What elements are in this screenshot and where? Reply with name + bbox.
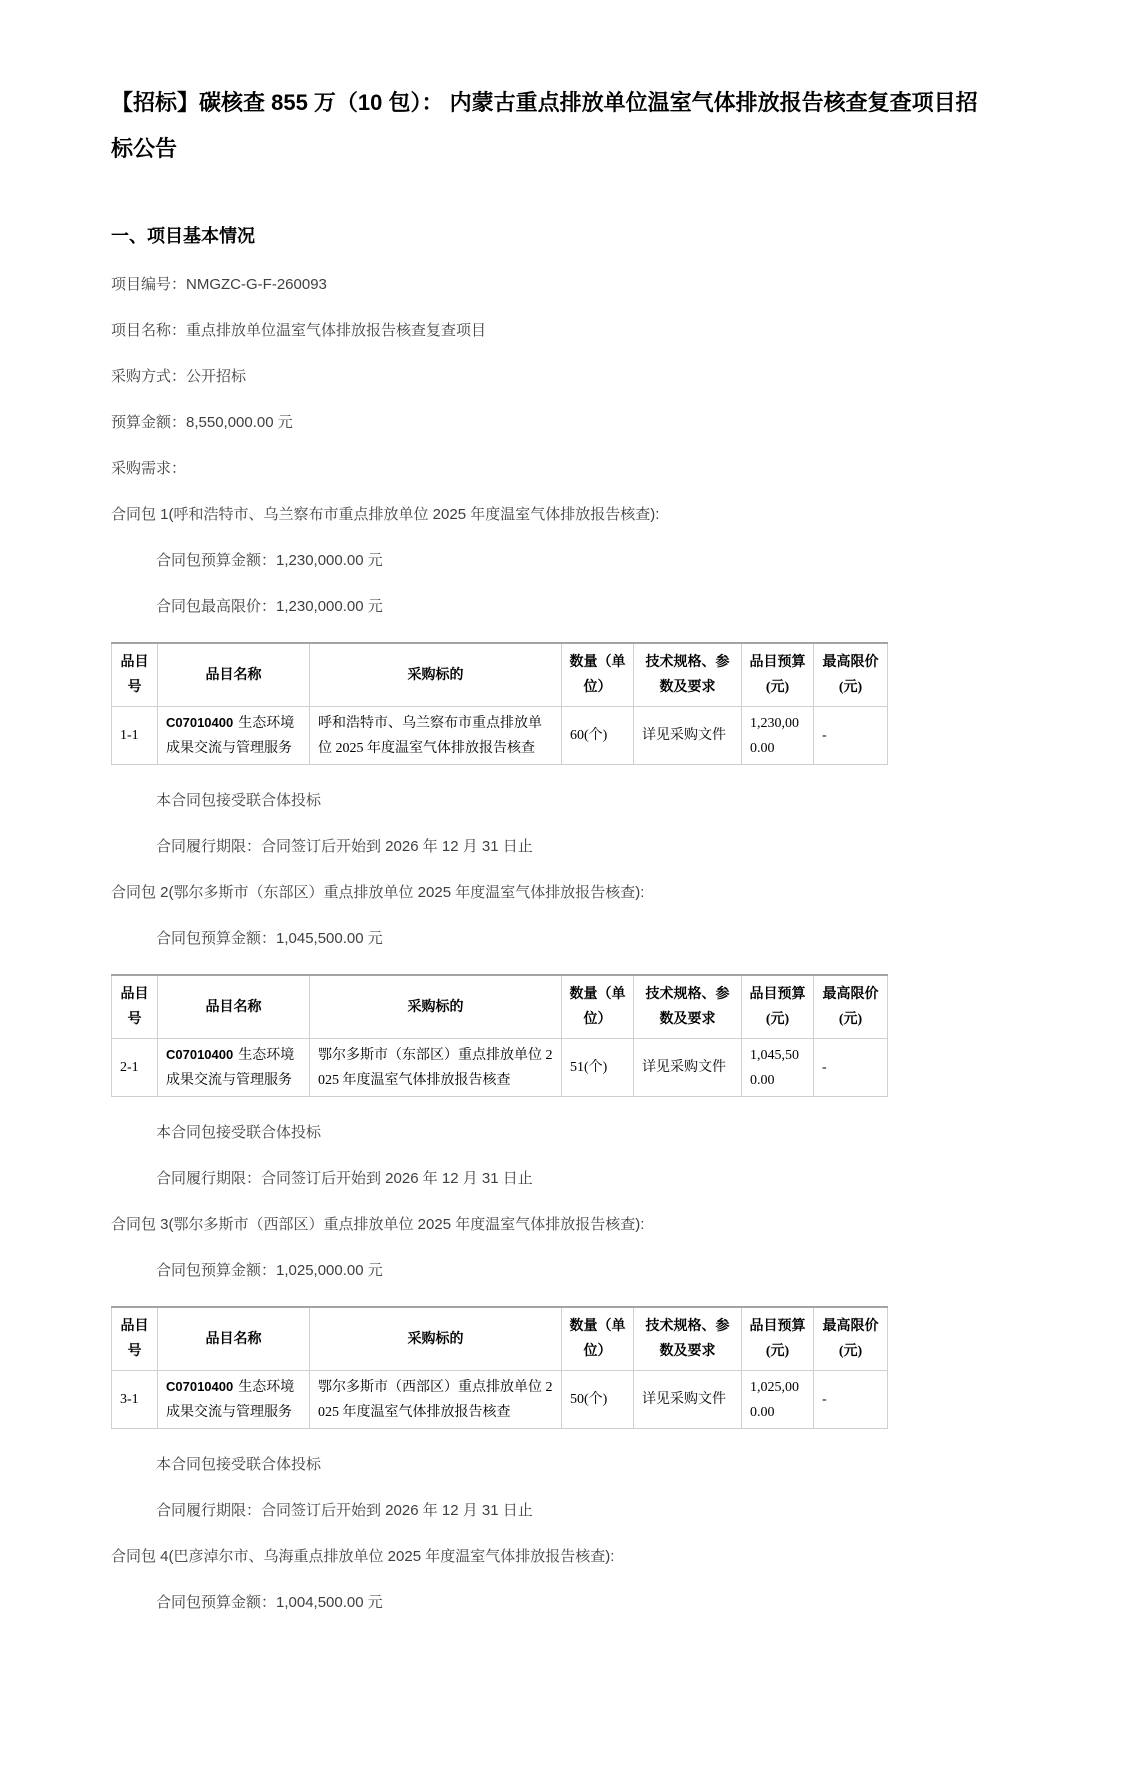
cell-max-price: - bbox=[814, 707, 888, 765]
col-header-target: 采购标的 bbox=[310, 975, 562, 1039]
field-value: 合同签订后开始到 2026 年 12 月 31 日止 bbox=[261, 1170, 533, 1187]
cell-max-price: - bbox=[814, 1371, 888, 1429]
col-header-item-name: 品目名称 bbox=[158, 975, 310, 1039]
package-2-budget bbox=[111, 928, 1011, 949]
item-row bbox=[112, 707, 888, 765]
cell-budget: 1,230,000.00 bbox=[742, 707, 814, 765]
field-label: 合同履行期限： bbox=[156, 838, 262, 855]
field-label: 采购需求： bbox=[111, 460, 187, 477]
cell-quantity: 51(个) bbox=[562, 1039, 634, 1097]
col-header-quantity: 数量（单位） bbox=[562, 975, 634, 1039]
package-1-items-table bbox=[111, 642, 888, 765]
col-header-quantity: 数量（单位） bbox=[562, 643, 634, 707]
cell-spec: 详见采购文件 bbox=[634, 1371, 742, 1429]
package-3-items-table bbox=[111, 1306, 888, 1429]
col-header-max-price: 最高限价(元) bbox=[814, 643, 888, 707]
table-header-row bbox=[112, 1307, 888, 1371]
field-value: NMGZC-G-F-260093 bbox=[186, 276, 327, 293]
field-procurement-method bbox=[111, 366, 1011, 387]
cell-item-name bbox=[158, 1039, 310, 1097]
package-1-heading: 合同包 1(呼和浩特市、乌兰察布市重点排放单位 2025 年度温室气体排放报告核查): bbox=[111, 506, 660, 523]
field-project-number bbox=[111, 274, 1011, 295]
field-label: 合同履行期限： bbox=[156, 1170, 262, 1187]
package-1-contract-term bbox=[111, 836, 1011, 857]
field-budget-amount bbox=[111, 412, 1011, 433]
field-value: 1,025,000.00 元 bbox=[276, 1262, 383, 1279]
col-header-item-no: 品目号 bbox=[112, 975, 158, 1039]
col-header-quantity: 数量（单位） bbox=[562, 1307, 634, 1371]
col-header-budget: 品目预算(元) bbox=[742, 1307, 814, 1371]
item-code: C07010400 bbox=[166, 715, 234, 730]
package-2-joint-bid-note: 本合同包接受联合体投标 bbox=[156, 1124, 322, 1141]
package-4-budget bbox=[111, 1592, 1011, 1613]
field-label: 合同包最高限价： bbox=[156, 598, 277, 615]
cell-item-no: 3-1 bbox=[112, 1371, 158, 1429]
field-value: 合同签订后开始到 2026 年 12 月 31 日止 bbox=[261, 838, 533, 855]
table-header-row bbox=[112, 643, 888, 707]
cell-item-no: 2-1 bbox=[112, 1039, 158, 1097]
field-label: 项目编号： bbox=[111, 276, 187, 293]
col-header-item-name: 品目名称 bbox=[158, 1307, 310, 1371]
section-heading-basic-info: 一、项目基本情况 bbox=[111, 226, 255, 246]
cell-spec: 详见采购文件 bbox=[634, 707, 742, 765]
cell-item-name bbox=[158, 707, 310, 765]
cell-quantity: 60(个) bbox=[562, 707, 634, 765]
col-header-item-name: 品目名称 bbox=[158, 643, 310, 707]
field-value: 重点排放单位温室气体排放报告核查复查项目 bbox=[186, 322, 487, 339]
cell-spec: 详见采购文件 bbox=[634, 1039, 742, 1097]
cell-target: 鄂尔多斯市（西部区）重点排放单位 2025 年度温室气体排放报告核查 bbox=[310, 1371, 562, 1429]
package-3-contract-term bbox=[111, 1500, 1011, 1521]
cell-budget: 1,045,500.00 bbox=[742, 1039, 814, 1097]
cell-max-price: - bbox=[814, 1039, 888, 1097]
cell-target: 鄂尔多斯市（东部区）重点排放单位 2025 年度温室气体排放报告核查 bbox=[310, 1039, 562, 1097]
item-row bbox=[112, 1371, 888, 1429]
col-header-item-no: 品目号 bbox=[112, 643, 158, 707]
package-2-heading: 合同包 2(鄂尔多斯市（东部区）重点排放单位 2025 年度温室气体排放报告核查): bbox=[111, 884, 645, 901]
tender-announcement-document bbox=[111, 0, 1011, 1778]
field-label: 合同包预算金额： bbox=[156, 552, 277, 569]
field-value: 合同签订后开始到 2026 年 12 月 31 日止 bbox=[261, 1502, 533, 1519]
package-1-joint-bid-note: 本合同包接受联合体投标 bbox=[156, 792, 322, 809]
item-name-text: 生态环境成果交流与管理服务 bbox=[166, 1380, 295, 1420]
field-value: 1,230,000.00 元 bbox=[276, 598, 383, 615]
cell-quantity: 50(个) bbox=[562, 1371, 634, 1429]
field-procurement-demand bbox=[111, 458, 1011, 479]
package-1-budget bbox=[111, 550, 1011, 571]
cell-target: 呼和浩特市、乌兰察布市重点排放单位 2025 年度温室气体排放报告核查 bbox=[310, 707, 562, 765]
field-label: 合同包预算金额： bbox=[156, 1262, 277, 1279]
field-label: 合同包预算金额： bbox=[156, 1594, 277, 1611]
field-value: 1,230,000.00 元 bbox=[276, 552, 383, 569]
item-name-text: 生态环境成果交流与管理服务 bbox=[166, 1048, 295, 1088]
package-2-items-table bbox=[111, 974, 888, 1097]
field-value: 公开招标 bbox=[186, 368, 247, 385]
field-label: 合同履行期限： bbox=[156, 1502, 262, 1519]
item-code: C07010400 bbox=[166, 1047, 234, 1062]
package-3-joint-bid-note: 本合同包接受联合体投标 bbox=[156, 1456, 322, 1473]
field-value: 1,045,500.00 元 bbox=[276, 930, 383, 947]
col-header-budget: 品目预算(元) bbox=[742, 975, 814, 1039]
package-3-heading: 合同包 3(鄂尔多斯市（西部区）重点排放单位 2025 年度温室气体排放报告核查): bbox=[111, 1216, 645, 1233]
item-row bbox=[112, 1039, 888, 1097]
package-3-budget bbox=[111, 1260, 1011, 1281]
page-title: 【招标】碳核查 855 万（10 包）： 内蒙古重点排放单位温室气体排放报告核查复查项目招标公告 bbox=[111, 90, 978, 161]
package-1-max-price bbox=[111, 596, 1011, 617]
package-2-contract-term bbox=[111, 1168, 1011, 1189]
col-header-spec: 技术规格、参数及要求 bbox=[634, 975, 742, 1039]
item-code: C07010400 bbox=[166, 1379, 234, 1394]
col-header-spec: 技术规格、参数及要求 bbox=[634, 643, 742, 707]
field-project-name bbox=[111, 320, 1011, 341]
package-4-heading: 合同包 4(巴彦淖尔市、乌海重点排放单位 2025 年度温室气体排放报告核查): bbox=[111, 1548, 615, 1565]
col-header-item-no: 品目号 bbox=[112, 1307, 158, 1371]
cell-item-name bbox=[158, 1371, 310, 1429]
cell-item-no: 1-1 bbox=[112, 707, 158, 765]
col-header-max-price: 最高限价(元) bbox=[814, 975, 888, 1039]
field-label: 项目名称： bbox=[111, 322, 187, 339]
field-value: 8,550,000.00 元 bbox=[186, 414, 293, 431]
table-header-row bbox=[112, 975, 888, 1039]
field-label: 预算金额： bbox=[111, 414, 187, 431]
cell-budget: 1,025,000.00 bbox=[742, 1371, 814, 1429]
col-header-target: 采购标的 bbox=[310, 1307, 562, 1371]
col-header-spec: 技术规格、参数及要求 bbox=[634, 1307, 742, 1371]
field-value: 1,004,500.00 元 bbox=[276, 1594, 383, 1611]
field-label: 合同包预算金额： bbox=[156, 930, 277, 947]
item-name-text: 生态环境成果交流与管理服务 bbox=[166, 716, 295, 756]
col-header-budget: 品目预算(元) bbox=[742, 643, 814, 707]
field-label: 采购方式： bbox=[111, 368, 187, 385]
col-header-max-price: 最高限价(元) bbox=[814, 1307, 888, 1371]
col-header-target: 采购标的 bbox=[310, 643, 562, 707]
